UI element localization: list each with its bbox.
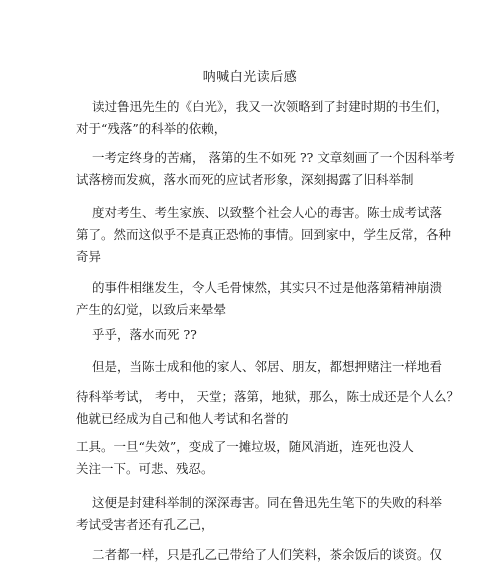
paragraph-line: 工具。一旦“失效”，变成了一摊垃圾，随风消逝，连死也没人: [76, 439, 414, 454]
paragraph-line: 读过鲁迅先生的《白光》，我又一次领略到了封建时期的书生们，: [92, 99, 449, 114]
paragraph-line: 的事件相继发生，令人毛骨悚然，其实只不过是他落第精神崩溃: [92, 280, 443, 295]
paragraph-7: [76, 386, 459, 430]
paragraph-line: 对于“残落”的科举的依赖，: [76, 121, 227, 136]
paragraph-2: [76, 147, 455, 191]
paragraph-5: [76, 324, 436, 346]
paragraph-line: 第了。然而这似乎不是真正恐怖的事情。回到家中，学生反常，各种: [76, 227, 452, 242]
paragraph-4: [76, 277, 443, 321]
paragraph-line: 但是，当陈士成和他的家人、邻居、朋友，都想押赌注一样地看: [92, 359, 443, 374]
paragraph-line: 试落榜而发疯，落水而死的应试者形象，深刻揭露了旧科举制: [76, 172, 414, 187]
paragraph-line: 这便是封建科举制的深深毒害。同在鲁迅先生笔下的失败的科举: [92, 495, 443, 510]
paragraph-line: 待科举考试， 考中， 天堂；落第，地狱，那么，陈士成还是个人么？: [76, 389, 459, 404]
paragraph-line: 一考定终身的苦痛， 落第的生不如死 ?? 文章刻画了一个因科举考: [92, 150, 455, 165]
paragraph-line: 关注一下。可悲、残忍。: [76, 461, 214, 476]
document-title: 呐喊白光读后感: [202, 70, 298, 85]
paragraph-3: [76, 202, 452, 268]
paragraph-line: 二者都一样，只是孔乙己带给了人们笑料，茶余饭后的谈资。仅: [92, 547, 443, 562]
paragraph-10: [76, 544, 443, 566]
paragraph-line: 乎乎，落水而死 ??: [92, 327, 197, 342]
paragraph-line: 度对考生、考生家族、以致整个社会人心的毒害。陈士成考试落: [92, 205, 443, 220]
paragraph-9: [76, 492, 443, 536]
paragraph-line: 他就已经成为自己和他人考试和名誉的: [76, 411, 289, 426]
paragraph-8: [76, 436, 436, 480]
paragraph-line: 产生的幻觉，以致后来晕晕: [76, 302, 227, 317]
paragraph-line: 奇异: [76, 249, 102, 264]
paragraph-1: [76, 96, 449, 140]
paragraph-6: [76, 356, 443, 378]
paragraph-line: 考试受害者还有孔乙己，: [76, 517, 214, 532]
